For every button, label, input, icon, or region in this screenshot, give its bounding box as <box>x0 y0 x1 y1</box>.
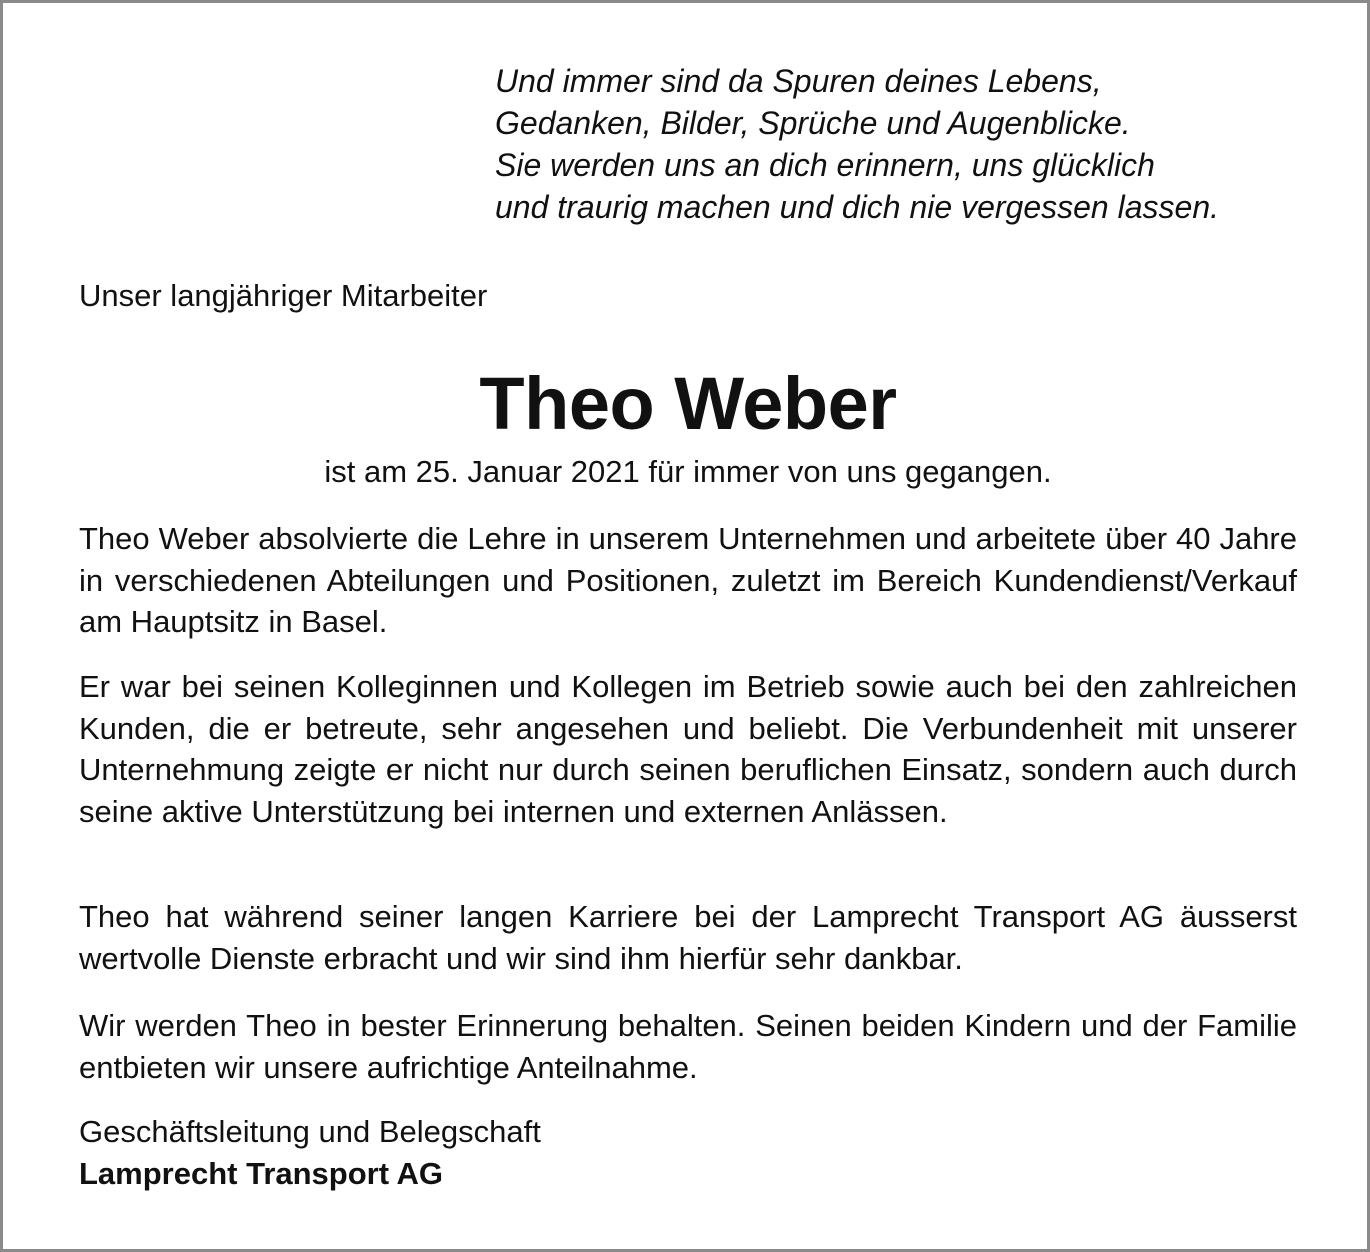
body-paragraph: Theo Weber absolvierte die Lehre in unserem Unternehmen und arbeitete über 40 Jahre in verschiedenen Abteilungen und Positionen, zuletzt im Bereich Kundendienst/Verkauf am Hauptsitz in Basel. <box>79 521 1297 639</box>
body-paragraph: Wir werden Theo in bester Erinnerung behalten. Seinen beiden Kindern und der Familie entbieten wir unsere aufrichtige Anteilnahme. <box>79 1008 1297 1085</box>
death-date-line: ist am 25. Januar 2021 für immer von uns gegangen. <box>324 454 1052 489</box>
memorial-poem <box>495 60 1355 228</box>
poem-line: und traurig machen und dich nie vergessen lassen. <box>495 189 1219 225</box>
body-paragraph: Er war bei seinen Kolleginnen und Kollegen im Betrieb sowie auch bei den zahlreichen Kunden, die er betreute, sehr angesehen und beliebt. Die Verbundenheit mit unserer Unternehmung zeigte er nicht nur durch seinen beruflichen Einsatz, sondern auch durch seine aktive Unterstützung bei internen und externen Anlässen. <box>79 669 1297 829</box>
intro-text: Unser langjähriger Mitarbeiter <box>79 278 488 313</box>
poem-line: Gedanken, Bilder, Sprüche und Augenblicke. <box>495 105 1131 141</box>
signature-line: Geschäftsleitung und Belegschaft <box>79 1114 541 1149</box>
body-paragraph: Theo hat während seiner langen Karriere bei der Lamprecht Transport AG äusserst wertvolle Dienste erbracht und wir sind ihm hierfür sehr dankbar. <box>79 899 1297 976</box>
poem-line: Sie werden uns an dich erinnern, uns glücklich <box>495 147 1155 183</box>
poem-line: Und immer sind da Spuren deines Lebens, <box>495 63 1102 99</box>
company-name: Lamprecht Transport AG <box>79 1156 444 1191</box>
deceased-name: Theo Weber <box>479 362 897 445</box>
